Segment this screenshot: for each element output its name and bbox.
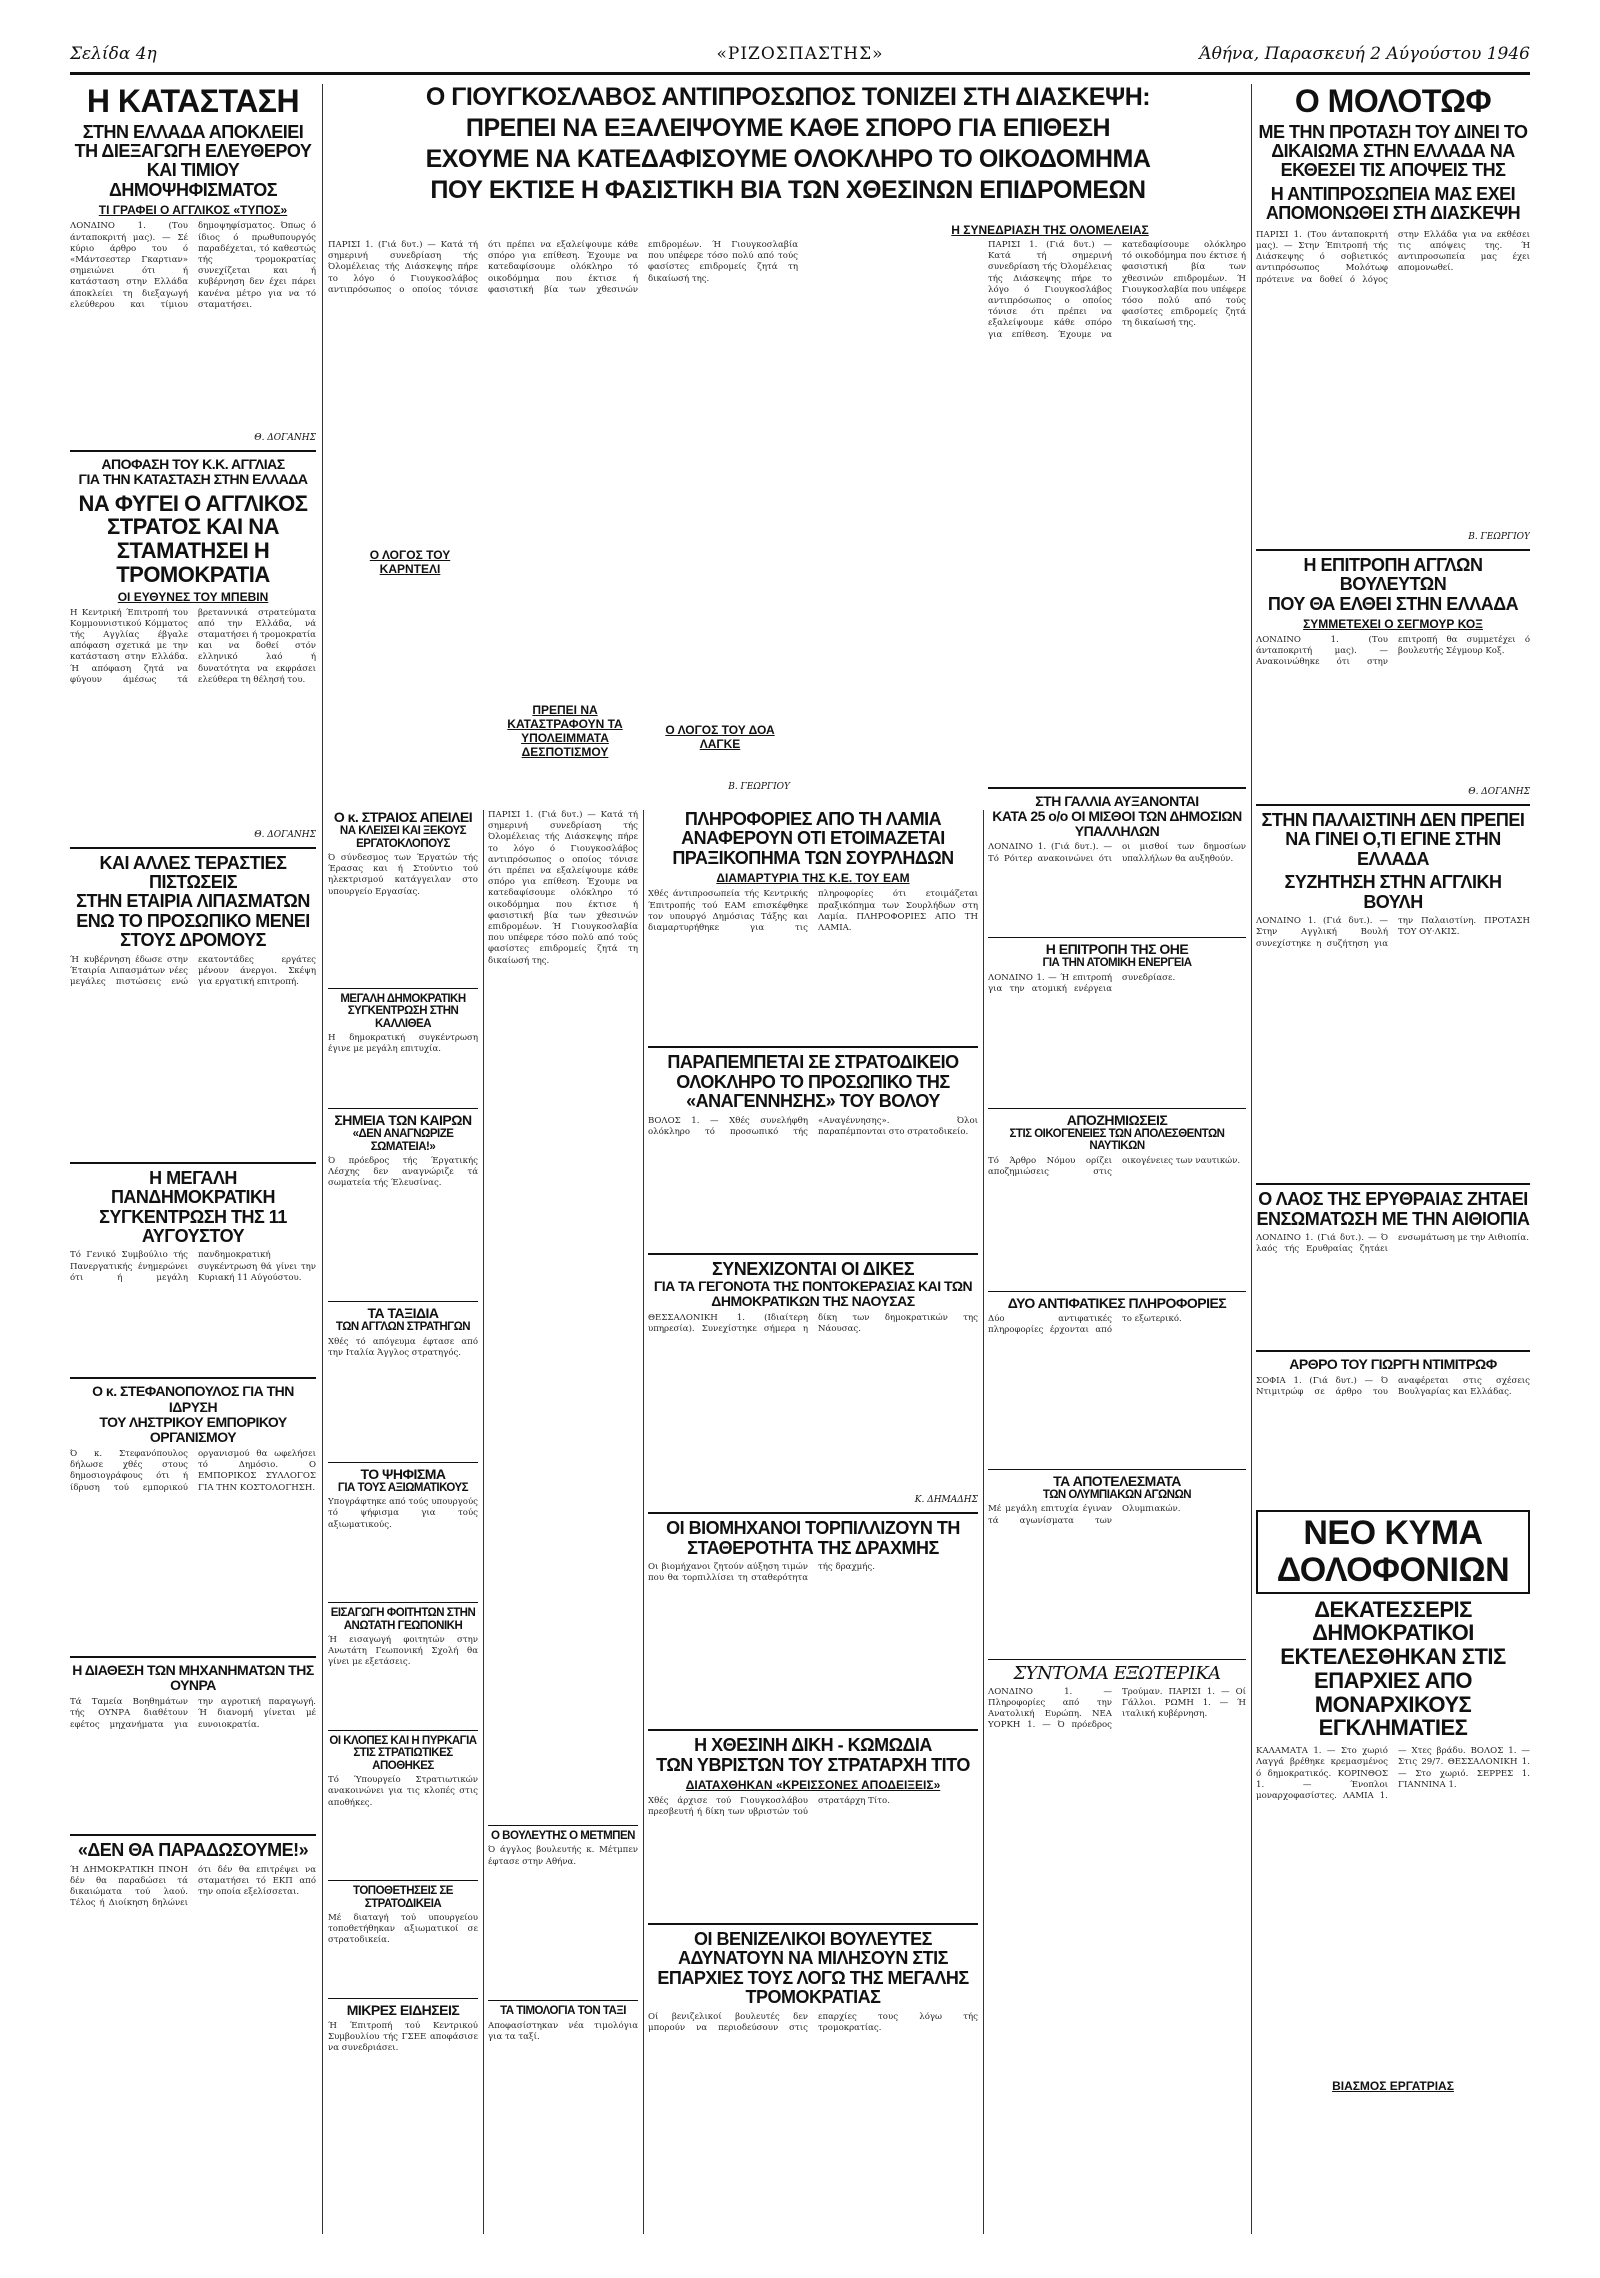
- divider: [1256, 804, 1530, 806]
- headline: Η ΧΘΕΣΙΝΗ ΔΙΚΗ - ΚΩΜΩΔΙΑ: [694, 1735, 932, 1756]
- divider: [988, 1469, 1246, 1470]
- divider: [328, 1730, 478, 1731]
- article-body: Ή Έπιτροπή τού Κεντρικού Συμβουλίου τής ΓΣΕΕ αποφάσισε να συνεδριάσει.: [328, 2021, 478, 2054]
- article-body: Οί βενιζελικοί βουλευτές δεν μπορούν να περιοδεύσουν στις επαρχίες τους λόγω τής τρομοκρατίας.: [648, 2011, 978, 2033]
- subheadline: ΝΑ ΚΛΕΙΣΕΙ ΚΑΙ ΞΕΚΟΥΣ ΕΡΓΑΤΟΚΛΟΠΟΥΣ: [339, 825, 467, 850]
- article-body: Τό Άρθρο Νόμου ορίζει αποζημιώσεις στις οικογένειες των ναυτικών.: [988, 1155, 1241, 1177]
- article-body: Χθές τό απόγευμα έφτασε από την Ιταλία Άγγλος στρατηγός.: [328, 1336, 478, 1358]
- kicker: ΒΙΑΣΜΟΣ ΕΡΓΑΤΡΙΑΣ: [1332, 2079, 1454, 2094]
- article-body: Αποφασίστηκαν νέα τιμολόγια για τα ταξί.: [488, 2020, 638, 2043]
- headline-main: Η ΑΝΤΙΠΡΟΣΩΠΕΙΑ ΜΑΣ ΕΧΕΙ ΑΠΟΜΟΝΩΘΕΙ ΣΤΗ ΔΙΑΣΚΕΨΗ: [1265, 183, 1521, 224]
- masthead-rule: [70, 72, 1530, 75]
- headline: ΣΗΜΕΙΑ ΤΩΝ ΚΑΙΡΩΝ: [334, 1112, 472, 1129]
- headline: Ο ΜΟΛΟΤΩΦ: [1294, 84, 1492, 119]
- divider: [328, 988, 478, 989]
- headline: ΣΤΗ ΓΑΛΛΙΑ ΑΥΞΑΝΟΝΤΑΙ: [1035, 793, 1199, 809]
- byline: Β. ΓΕΩΡΓΙΟΥ: [1468, 531, 1530, 542]
- divider: [70, 847, 316, 849]
- subheadline: ΤΩΝ ΥΒΡΙΣΤΩΝ ΤΟΥ ΣΤΡΑΤΑΡΧΗ ΤΙΤΟ: [656, 1754, 970, 1775]
- divider: [328, 1108, 478, 1109]
- subheadline: ΓΙΑ ΤΗΝ ΚΑΤΑΣΤΑΣΗ ΣΤΗΝ ΕΛΛΑΔΑ: [78, 471, 308, 488]
- subheadline: ΣΥΓΚΕΝΤΡΩΣΗ ΤΗΣ 11 ΑΥΓΟΥΣΤΟΥ: [99, 1206, 287, 1247]
- column-rule: [1251, 84, 1252, 2234]
- headline: ΕΙΣΑΓΩΓΗ ΦΟΙΤΗΤΩΝ ΣΤΗΝ ΑΝΩΤΑΤΗ ΓΕΩΠΟΝΙΚΗ: [330, 1607, 476, 1632]
- kicker: Η ΣΥΝΕΔΡΙΑΣΗ ΤΗΣ ΟΛΟΜΕΛΕΙΑΣ: [951, 223, 1149, 237]
- subheadline: ΚΑΤΑ 25 ο/ο ΟΙ ΜΙΣΘΟΙ ΤΩΝ ΔΗΜΟΣΙΩΝ ΥΠΑΛΛΗΛΩΝ: [992, 808, 1242, 840]
- kicker: Ο ΛΟΓΟΣ ΤΟΥ ΚΑΡΝΤΕΛΙ: [369, 548, 451, 576]
- headline-main: ΣΥΖΗΤΗΣΗ ΣΤΗΝ ΑΓΓΛΙΚΗ ΒΟΥΛΗ: [1284, 872, 1502, 912]
- newspaper-page: [70, 40, 1530, 2240]
- article-body: Ό σύνδεσμος των Έργατών τής Έρασας και ή Στούντιο τού ηλεκτρισμού κατάγγειλαν στο υπουργείο Εργασίας.: [328, 852, 478, 897]
- divider: [988, 1108, 1246, 1109]
- article-body: ΒΟΛΟΣ 1. — Χθές συνελήφθη ολόκληρο τό προσωπικό τής «Αναγέννησης». Όλοι παραπέμπονται στο στρατοδικείο.: [648, 1115, 978, 1137]
- headline: ΚΑΙ ΑΛΛΕΣ ΤΕΡΑΣΤΙΕΣ ΠΙΣΤΩΣΕΙΣ: [99, 852, 287, 892]
- banner-line: ΕΧΟΥΜΕ ΝΑ ΚΑΤΕΔΑΦΙΣΟΥΜΕ ΟΛΟΚΛΗΡΟ ΤΟ ΟΙΚΟΔΟΜΗΜΑ: [425, 145, 1151, 173]
- divider: [70, 1377, 316, 1379]
- divider: [70, 1162, 316, 1164]
- headline: «ΔΕΝ ΘΑ ΠΑΡΑΔΩΣΟΥΜΕ!»: [77, 1840, 309, 1861]
- article-body: Οι βιομήχανοι ζητούν αύξηση τιμών που θα τορπιλλίσει τη σταθερότητα τής δραχμής.: [648, 1562, 875, 1584]
- article-body: ΠΑΡΙΣΙ 1. (Του άνταποκριτή μας). — Στην Έπιτροπή τής Διάσκεψης ό σοβιετικός αντιπρόσωπος Μολότωφ πρότεινε να δοθεί ό λόγος στην Ελλάδα για να εκθέσει τις απόψεις της. Ή αντιπροσωπεία μας έχει απομονωθεί.: [1256, 229, 1530, 285]
- divider: [648, 1512, 978, 1514]
- headline: ΑΠΟΖΗΜΙΩΣΕΙΣ: [1066, 1111, 1168, 1128]
- divider: [648, 1253, 978, 1255]
- subheadline: ΣΤΙΣ ΟΙΚΟΓΕΝΕΙΕΣ ΤΩΝ ΑΠΟΛΕΣΘΕΝΤΩΝ ΝΑΥΤΙΚΩΝ: [1009, 1127, 1225, 1153]
- headline: Ο ΒΟΥΛΕΥΤΗΣ Ο ΜΕΤΜΠΕΝ: [491, 1830, 635, 1842]
- subheadline: ΣΤΗΝ ΕΤΑΙΡΙΑ ΛΙΠΑΣΜΑΤΩΝ ΕΝΩ ΤΟ ΠΡΟΣΩΠΙΚΟ ΜΕΝΕΙ ΣΤΟΥΣ ΔΡΟΜΟΥΣ: [76, 891, 310, 951]
- headline: ΤΑ ΑΠΟΤΕΛΕΣΜΑΤΑ: [1053, 1472, 1181, 1489]
- subheadline: ΠΟΥ ΘΑ ΕΛΘΕΙ ΣΤΗΝ ΕΛΛΑΔΑ: [1267, 593, 1519, 614]
- headline: ΜΕΓΑΛΗ ΔΗΜΟΚΡΑΤΙΚΗ ΣΥΓΚΕΝΤΡΩΣΗ ΣΤΗΝ ΚΑΛΛΙΘΕΑ: [340, 992, 466, 1030]
- headline: Ο ΛΑΟΣ ΤΗΣ ΕΡΥΘΡΑΙΑΣ ΖΗΤΑΕΙ: [1258, 1189, 1528, 1210]
- subheadline: ΓΙΑ ΤΟΥΣ ΑΞΙΩΜΑΤΙΚΟΥΣ: [337, 1481, 469, 1494]
- headline: ΣΤΗΝ ΠΑΛΑΙΣΤΙΝΗ ΔΕΝ ΠΡΕΠΕΙ: [1261, 810, 1525, 831]
- article-body: Ή κυβέρνηση έδωσε στην Έταιρία Λιπασμάτων νέες μεγάλες πιστώσεις ενώ εκατοντάδες εργάτες μένουν άνεργοι. Σκέψη για εργατική επιτροπή.: [70, 954, 316, 988]
- headline: Ο κ. ΣΤΕΦΑΝΟΠΟΥΛΟΣ ΓΙΑ ΤΗΝ ΙΔΡΥΣΗ: [92, 1383, 294, 1415]
- article-body: Η Κεντρική Έπιτροπή του Κομμουνιστικού Κόμματος τής Αγγλίας έβγαλε απόφαση σχετικά με την κατάσταση στην Ελλάδα. Ή απόφαση ζητά να φύγουν άμέσως τά βρεταννικά στρατεύματα από την Ελλάδα, νά σταματήσει ή τρομοκρατία και να δοθεί στόν ελληνικό λαό ή δυνατότητα να εκφράσει ελεύθερα τη θέλησή του.: [70, 607, 316, 685]
- headline: ΝΕΟ ΚΥΜΑ ΔΟΛΟΦΟΝΙΩΝ: [1276, 1514, 1510, 1589]
- headline: Η ΕΠΙΤΡΟΠΗ ΑΓΓΛΩΝ ΒΟΥΛΕΥΤΩΝ: [1303, 554, 1483, 595]
- divider: [648, 1046, 978, 1048]
- feature-box: [1256, 1510, 1530, 1593]
- article-body: Μέ διαταγή τού υπουργείου τοποθετήθηκαν αξιωματικοί σε στρατοδικεία.: [328, 1912, 478, 1946]
- article-body: Τά Ταμεία Βοηθημάτων τής ΟΥΝΡΑ διαθέτουν εφέτος μηχανήματα για την αγροτική παραγωγή. Ή διανομή γίνεται μέ ευνοιοκρατία.: [70, 1697, 316, 1730]
- divider: [488, 1825, 638, 1826]
- subheadline: ΔΕΚΑΤΕΣΣΕΡΙΣ ΔΗΜΟΚΡΑΤΙΚΟΙ ΕΚΤΕΛΕΣΘΗΚΑΝ ΣΤΙΣ ΕΠΑΡΧΙΕΣ ΑΠΟ ΜΟΝΑΡΧΙΚΟΥΣ ΕΓΚΛΗΜΑΤΙΕΣ: [1280, 1596, 1506, 1741]
- article-body: ΘΕΣΣΑΛΟΝΙΚΗ 1. (Ιδιαίτερη υπηρεσία). Συνεχίστηκε σήμερα η δίκη των δημοκρατικών της Νάουσας.: [648, 1313, 978, 1335]
- article-body: ΠΑΡΙΣΙ 1. (Γιά δυτ.) — Κατά τή σημερινή συνεδρίαση τής Όλομέλειας τής Διάσκεψης πήρε το λόγο ό Γιουγκοσλάβος αντιπρόσωπος ο οποίος τόνισε ότι πρέπει να εξαλείψουμε κάθε σπόρο για επίθεση. Έχουμε να κατεδαφίσουμε ολόκληρο τό οικοδόμημα που έκτισε ή φασιστική βία των χθεσινών επιδρομέων. Ή Γιουγκοσλαβία που υπέφερε τόσο πολύ από τούς φασίστες επιδρομείς ζητά τη δικαίωσή της.: [328, 240, 798, 295]
- divider: [328, 1998, 478, 1999]
- divider: [988, 787, 1246, 789]
- divider: [70, 1656, 316, 1658]
- kicker: ΟΙ ΕΥΘΥΝΕΣ ΤΟΥ ΜΠΕΒΙΝ: [117, 589, 269, 604]
- article-body: ΛΟΝΔΙΝΟ 1. — Πληροφορίες από την Ανατολική Ευρώπη. ΝΕΑ ΥΟΡΚΗ 1. — Ό πρόεδρος Τρούμαν. ΠΑΡΙΣΙ 1. — Οί Γάλλοι. ΡΩΜΗ 1. — Ή ιταλική κυβέρνηση.: [988, 1686, 1246, 1731]
- subheadline: ΝΑ ΓΙΝΕΙ Ο,ΤΙ ΕΓΙΝΕ ΣΤΗΝ ΕΛΛΑΔΑ: [1285, 829, 1501, 869]
- divider: [988, 937, 1246, 938]
- divider: [328, 1602, 478, 1603]
- divider: [328, 1880, 478, 1881]
- headline: ΑΠΟΦΑΣΗ ΤΟΥ Κ.Κ. ΑΓΓΛΙΑΣ: [101, 456, 285, 473]
- masthead: [70, 40, 1530, 70]
- divider: [70, 450, 316, 452]
- headline: ΣΥΝΕΧΙΖΟΝΤΑΙ ΟΙ ΔΙΚΕΣ: [711, 1258, 915, 1279]
- page-number: Σελίδα 4η: [70, 44, 157, 64]
- column-5: [1256, 84, 1530, 2234]
- article-body: ΚΑΛΑΜΑΤΑ 1. — Στο χωριό Λαγγά βρέθηκε κρεμασμένος ό δημοκρατικός. ΚΟΡΙΝΘΟΣ 1. — Ένοπλοι μοναρχοφασίστες. ΛΑΜΙΑ 1. — Χτες βράδυ. ΒΟΛΟΣ 1. — Στις 29/7. ΘΕΣΣΑΛΟΝΙΚΗ 1. — Στο χωριό. ΣΕΡΡΕΣ 1. ΓΙΑΝΝΙΝΑ 1.: [1256, 1746, 1530, 1801]
- newspaper-name: «ΡΙΖΟΣΠΑΣΤΗΣ»: [716, 44, 884, 64]
- article-body: Χθές άντιπροσωπεία τής Κεντρικής Έπιτροπής τού ΕΑΜ επισκέφθηκε τον υπουργό Δημόσιας Τάξης και διαμαρτυρήθηκε για τις πληροφορίες ότι ετοιμάζεται πραξικόπημα των Σουρλήδων στη Λαμία. ΠΛΗΡΟΦΟΡΙΕΣ ΑΠΟ ΤΗ ΛΑΜΙΑ.: [648, 889, 978, 933]
- headline: ΟΙ ΒΙΟΜΗΧΑΝΟΙ ΤΟΡΠΙΛΛΙΖΟΥΝ ΤΗ ΣΤΑΘΕΡΟΤΗΤΑ ΤΗΣ ΔΡΑΧΜΗΣ: [666, 1518, 960, 1558]
- headline: ΠΑΡΑΠΕΜΠΕΤΑΙ ΣΕ ΣΤΡΑΤΟΔΙΚΕΙΟ ΟΛΟΚΛΗΡΟ ΤΟ ΠΡΟΣΩΠΙΚΟ ΤΗΣ «ΑΝΑΓΕΝΝΗΣΗΣ» ΤΟΥ ΒΟΛΟΥ: [667, 1052, 959, 1112]
- subheadline: ΑΝΑΦΕΡΟΥΝ ΟΤΙ ΕΤΟΙΜΑΖΕΤΑΙ ΠΡΑΞΙΚΟΠΗΜΑ ΤΩΝ ΣΟΥΡΛΗΔΩΝ: [672, 828, 954, 868]
- article-body: Η δημοκρατική συγκέντρωση έγινε με μεγάλη επιτυχία.: [328, 1033, 478, 1055]
- banner-line: ΠΟΥ ΕΚΤΙΣΕ Η ΦΑΣΙΣΤΙΚΗ ΒΙΑ ΤΩΝ ΧΘΕΣΙΝΩΝ ΕΠΙΔΡΟΜΕΩΝ: [430, 176, 1146, 204]
- column-rule: [983, 810, 984, 2234]
- byline: Κ. ΔΗΜΑΔΗΣ: [914, 1495, 978, 1506]
- article-body: Τό Γενικό Συμβούλιο τής Πανεργατικής ένημερώνει ότι ή μεγάλη πανδημοκρατική συγκέντρωση θά γίνει την Κυριακή 11 Αύγούστου.: [70, 1250, 316, 1283]
- column-1: [70, 84, 316, 2234]
- divider: [1256, 549, 1530, 551]
- column-4: [988, 240, 1246, 2234]
- headline: ΤΟΠΟΘΕΤΗΣΕΙΣ ΣΕ ΣΤΡΑΤΟΔΙΚΕΙΑ: [353, 1885, 453, 1910]
- headline: Ο κ. ΣΤΡΑΙΟΣ ΑΠΕΙΛΕΙ: [333, 810, 473, 825]
- headline: Η ΚΑΤΑΣΤΑΣΗ: [86, 84, 300, 119]
- column-2b: [488, 810, 638, 2234]
- article-body: ΛΟΝΔΙΝΟ 1. (Γιά δυτ.). — Στην Αγγλική Βουλή συνεχίστηκε η συζήτηση για την Παλαιστίνη. ΠΡΟΤΑΣΗ ΤΟΥ ΟΥ·ΛΚΙΣ.: [1256, 916, 1530, 949]
- issue-date: Άθήνα, Παρασκευή 2 Αύγούστου 1946: [1199, 44, 1530, 64]
- byline: Θ. ΔΟΓΑΝΗΣ: [254, 829, 316, 840]
- byline: Θ. ΔΟΓΑΝΗΣ: [1468, 787, 1530, 798]
- subheadline: ΓΙΑ ΤΗΝ ΑΤΟΜΙΚΗ ΕΝΕΡΓΕΙΑ: [1042, 957, 1192, 970]
- banner-line: Ο ΓΙΟΥΓΚΟΣΛΑΒΟΣ ΑΝΤΙΠΡΟΣΩΠΟΣ ΤΟΝΙΖΕΙ ΣΤΗ ΔΙΑΣΚΕΨΗ:: [425, 84, 1151, 111]
- banner-line: ΠΡΕΠΕΙ ΝΑ ΕΞΑΛΕΙΨΟΥΜΕ ΚΑΘΕ ΣΠΟΡΟ ΓΙΑ ΕΠΙΘΕΣΗ: [465, 114, 1111, 142]
- subheadline: ΜΕ ΤΗΝ ΠΡΟΤΑΣΗ ΤΟΥ ΔΙΝΕΙ ΤΟ ΔΙΚΑΙΩΜΑ ΣΤΗΝ ΕΛΛΑΔΑ ΝΑ ΕΚΘΕΣΕΙ ΤΙΣ ΑΠΟΨΕΙΣ ΤΗΣ: [1258, 121, 1528, 181]
- article-body: ΛΟΝΔΙΝΟ 1. — Ή επιτροπή για την ατομική ενέργεια συνεδρίασε.: [988, 972, 1176, 995]
- headline: ΣΥΝΤΟΜΑ ΕΞΩΤΕΡΙΚΑ: [1013, 1663, 1221, 1685]
- headline: Η ΜΕΓΑΛΗ ΠΑΝΔΗΜΟΚΡΑΤΙΚΗ: [110, 1167, 276, 1208]
- article-body: ΣΟΦΙΑ 1. (Γιά δυτ.) — Ό Ντιμιτρώφ σε άρθρο του αναφέρεται στις σχέσεις Βουλγαρίας και Ελλάδας.: [1256, 1376, 1530, 1398]
- subheadline: «ΔΕΝ ΑΝΑΓΝΩΡΙΖΕ ΣΩΜΑΤΕΙΑ!»: [352, 1128, 454, 1153]
- divider: [70, 1834, 316, 1836]
- divider: [988, 1659, 1246, 1660]
- article-body: ΠΑΡΙΣΙ 1. (Γιά δυτ.) — Κατά τή σημερινή συνεδρίαση τής Όλομέλειας τής Διάσκεψης πήρε το λόγο ό Γιουγκοσλάβος αντιπρόσωπος ο οποίος τόνισε ότι πρέπει να εξαλείψουμε κάθε σπόρο για επίθεση. Έχουμε να κατεδαφίσουμε ολόκληρο τό οικοδόμημα που έκτισε ή φασιστική βία των χθεσινών επιδρομέων. Ή Γιουγκοσλαβία που υπέφερε τόσο πολύ από τούς φασίστες επιδρομείς ζητά τη δικαίωσή της.: [488, 810, 638, 966]
- headline: ΤΟ ΨΗΦΙΣΜΑ: [360, 1465, 446, 1482]
- column-3: [648, 810, 978, 2234]
- headline-main: ΝΑ ΦΥΓΕΙ Ο ΑΓΓΛΙΚΟΣ ΣΤΡΑΤΟΣ ΚΑΙ ΝΑ ΣΤΑΜΑΤΗΣΕΙ Η ΤΡΟΜΟΚΡΑΤΙΑ: [78, 490, 308, 587]
- kicker: ΔΙΑΤΑΧΘΗΚΑΝ «ΚΡΕΙΣΣΟΝΕΣ ΑΠΟΔΕΙΞΕΙΣ»: [685, 1778, 941, 1793]
- divider: [1256, 1350, 1530, 1352]
- headline: ΤΑ ΤΑΞΙΔΙΑ: [367, 1305, 439, 1322]
- headline: ΠΛΗΡΟΦΟΡΙΕΣ ΑΠΟ ΤΗ ΛΑΜΙΑ: [684, 810, 942, 829]
- subheadline: ΤΩΝ ΑΓΓΛΩΝ ΣΤΡΑΤΗΓΩΝ: [335, 1321, 471, 1334]
- kicker: ΤΙ ΓΡΑΦΕΙ Ο ΑΓΓΛΙΚΟΣ «ΤΥΠΟΣ»: [98, 203, 288, 218]
- article-body: Δύο αντιφατικές πληροφορίες έρχονται από το εξωτερικό.: [988, 1313, 1182, 1336]
- article-body: Ή ΔΗΜΟΚΡΑΤΙΚΗ ΠΝΟΗ δέν θα παραδώσει τά δικαιώματα τού λαού. Τέλος ή Διοίκηση δηλώνει ότι δέν θα επιτρέψει να σταματήσει τό ΕΚΠ από την οποία εξελίσσεται.: [70, 1864, 316, 1909]
- article-body: ΠΑΡΙΣΙ 1. (Γιά δυτ.) — Κατά τή σημερινή συνεδρίαση τής Όλομέλειας τής Διάσκεψης πήρε το λόγο ό Γιουγκοσλάβος αντιπρόσωπος ο οποίος τόνισε ότι πρέπει να εξαλείψουμε κάθε σπόρο για επίθεση. Έχουμε να κατεδαφίσουμε ολόκληρο τό οικοδόμημα που έκτισε ή φασιστική βία των χθεσινών επιδρομέων. Ή Γιουγκοσλαβία που υπέφερε τόσο πολύ από τούς φασίστες επιδρομείς ζητά τη δικαίωσή της.: [988, 240, 1246, 340]
- subheadline: ΣΤΗΝ ΕΛΛΑΔΑ ΑΠΟΚΛΕΙΕΙ ΤΗ ΔΙΕΞΑΓΩΓΗ ΕΛΕΥΘΕΡΟΥ ΚΑΙ ΤΙΜΙΟΥ ΔΗΜΟΨΗΦΙΣΜΑΤΟΣ: [74, 121, 312, 200]
- kicker: Ο ΛΟΓΟΣ ΤΟΥ ΔΟΑ ΛΑΓΚΕ: [665, 723, 775, 751]
- headline: ΤΑ ΤΙΜΟΛΟΓΙΑ ΤΟΝ ΤΑΞΙ: [500, 2005, 626, 2018]
- byline: Θ. ΔΟΓΑΝΗΣ: [254, 433, 316, 444]
- subheadline: ΤΟΥ ΛΗΣΤΡΙΚΟΥ ΕΜΠΟΡΙΚΟΥ ΟΡΓΑΝΙΣΜΟΥ: [99, 1413, 287, 1445]
- kicker: ΔΙΑΜΑΡΤΥΡΙΑ ΤΗΣ Κ.Ε. ΤΟΥ ΕΑΜ: [716, 871, 910, 886]
- subheadline: ΤΩΝ ΟΛΥΜΠΙΑΚΩΝ ΑΓΩΝΩΝ: [1042, 1488, 1192, 1501]
- column-rule: [483, 810, 484, 2234]
- kicker: ΠΡΕΠΕΙ ΝΑ ΚΑΤΑΣΤΡΑΦΟΥΝ ΤΑ ΥΠΟΛΕΙΜΜΑΤΑ ΔΕΣΠΟΤΙΣΜΟΥ: [507, 703, 623, 759]
- subheadline: ΓΙΑ ΤΑ ΓΕΓΟΝΟΤΑ ΤΗΣ ΠΟΝΤΟΚΕΡΑΣΙΑΣ ΚΑΙ ΤΩΝ ΔΗΜΟΚΡΑΤΙΚΩΝ ΤΗΣ ΝΑΟΥΣΑΣ: [653, 1278, 973, 1310]
- divider: [1256, 1183, 1530, 1185]
- subheadline: ΕΝΣΩΜΑΤΩΣΗ ΜΕ ΤΗΝ ΑΙΘΙΟΠΙΑ: [1256, 1208, 1530, 1229]
- article-body: ΛΟΝΔΙΝΟ 1. (Γιά δυτ.). — Τό Ρόιτερ ανακοινώνει ότι οι μισθοί των δημοσίων υπαλλήλων θα αυξηθούν.: [988, 842, 1246, 864]
- article-body: Τό Ύπουργείο Στρατιωτικών ανακοινώνει για τις κλοπές στις αποθήκες.: [328, 1775, 478, 1808]
- headline: Η ΔΙΑΘΕΣΗ ΤΩΝ ΜΗΧΑΝΗΜΑΤΩΝ ΤΗΣ ΟΥΝΡΑ: [72, 1661, 314, 1693]
- headline: ΜΙΚΡΕΣ ΕΙΔΗΣΕΙΣ: [346, 2001, 460, 2018]
- column-rule: [643, 810, 644, 2234]
- divider: [328, 1301, 478, 1302]
- article-body: ΛΟΝΔΙΝΟ 1. (Του άνταποκριτή μας). — Σέ κύριο άρθρο του ό «Μάντσεστερ Γκαρτιαν» σημειώνει ότι ή κατάσταση στην Ελλάδα άποκλείει τη διεξαγωγή ελεύθερου και τίμιου δημοψηφίσματος. Όπως ό ίδιος ό πρωθυπουργός παραδέχεται, τό καθεστώς τής τρομοκρατίας συνεχίζεται και ή κυβέρνηση δεν έχει πάρει κανένα μέτρο για να τό σταματήσει.: [70, 221, 316, 310]
- column-2a: [328, 810, 478, 2234]
- article-body: ΛΟΝΔΙΝΟ 1. (Γιά δυτ.). — Ό λαός τής Ερυθραίας ζητάει ενσωμάτωση με την Αιθιοπία.: [1256, 1233, 1529, 1255]
- article-body: Χθές άρχισε τού Γιουγκοσλάβου πρεσβευτή ή δίκη των υβριστών τού στρατάρχη Τίτο.: [648, 1796, 890, 1818]
- byline: Β. ΓΕΩΡΓΙΟΥ: [728, 782, 790, 792]
- headline: Η ΕΠΙΤΡΟΠΗ ΤΗΣ ΟΗΕ: [1045, 941, 1189, 958]
- article-body: Ό πρόεδρος τής Έργατικής Λέσχης δεν αναγνώριζε τά σωματεία τής Έλευσίνας.: [328, 1156, 478, 1189]
- article-body: Ό κ. Στεφανόπουλος δήλωσε χθές στους δημοσιογράφους ότι ή ίδρυση τού εμπορικού οργανισμού θα ωφελήσει τό Δημόσιο. Ο ΕΜΠΟΡΙΚΟΣ ΣΥΛΛΟΓΟΣ ΓΙΑ ΤΗΝ ΚΟΣΤΟΛΟΓΗΣΗ.: [70, 1448, 316, 1493]
- article-body: Υπογράφτηκε από τούς υπουργούς τό ψήφισμα για τούς αξιωματικούς.: [328, 1497, 478, 1530]
- divider: [988, 1291, 1246, 1292]
- article-body: Ή εισαγωγή φοιτητών στην Ανωτάτη Γεωπονική Σχολή θα γίνει με εξετάσεις.: [328, 1634, 478, 1668]
- kicker: ΣΥΜΜΕΤΕΧΕΙ Ο ΣΕΓΜΟΥΡ ΚΟΞ: [1303, 617, 1483, 632]
- headline: ΔΥΟ ΑΝΤΙΦΑΤΙΚΕΣ ΠΛΗΡΟΦΟΡΙΕΣ: [1007, 1294, 1227, 1311]
- headline: ΑΡΘΡΟ ΤΟΥ ΓΙΩΡΓΗ ΝΤΙΜΙΤΡΩΦ: [1289, 1356, 1497, 1373]
- article-body: ΛΟΝΔΙΝΟ 1. (Του άνταποκριτή μας). — Ανακοινώθηκε ότι στην επιτροπή θα συμμετέχει ό βουλευτής Σέγμουρ Κοξ.: [1256, 635, 1530, 668]
- column-rule: [322, 84, 323, 2234]
- divider: [328, 1462, 478, 1463]
- headline: ΟΙ ΒΕΝΙΖΕΛΙΚΟΙ ΒΟΥΛΕΥΤΕΣ ΑΔΥΝΑΤΟΥΝ ΝΑ ΜΙΛΗΣΟΥΝ ΣΤΙΣ ΕΠΑΡΧΙΕΣ ΤΟΥΣ ΛΟΓΩ ΤΗΣ ΜΕΓΑΛΗΣ ΤΡΟΜΟΚΡΑΤΙΑΣ: [657, 1929, 969, 2008]
- divider: [488, 2000, 638, 2001]
- divider: [648, 1729, 978, 1731]
- article-body: Ό άγγλος βουλευτής κ. Μέτμπεν έφτασε στην Αθήνα.: [488, 1845, 638, 1867]
- divider: [648, 1923, 978, 1925]
- article-body: Μέ μεγάλη επιτυχία έγιναν τά αγωνίσματα των Ολυμπιακών.: [988, 1504, 1181, 1526]
- headline: ΟΙ ΚΛΟΠΕΣ ΚΑΙ Η ΠΥΡΚΑΓΙΑ ΣΤΙΣ ΣΤΡΑΤΙΩΤΙΚΕΣ ΑΠΟΘΗΚΕΣ: [329, 1734, 477, 1772]
